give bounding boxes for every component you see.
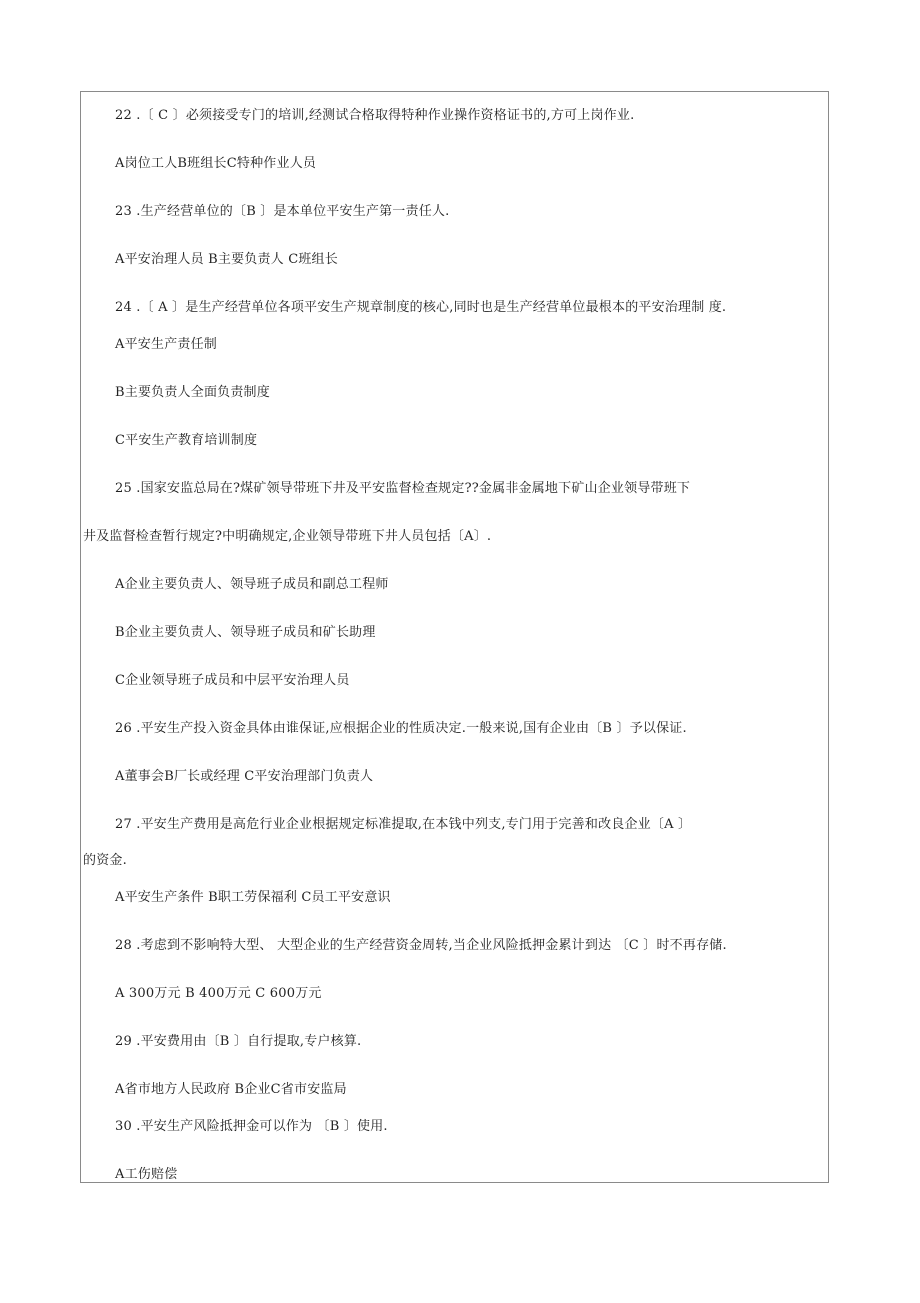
question-29-options: A省市地方人民政府 B企业C省市安监局 [115,1082,347,1097]
question-25-option-b: B企业主要负责人、领导班子成员和矿长助理 [115,625,376,640]
question-27-continued: 的资金. [83,853,127,868]
question-24-option-c: C平安生产教育培训制度 [115,433,258,448]
question-25-option-a: A企业主要负责人、领导班子成员和副总工程师 [115,577,389,592]
question-28-options: A 300万元 B 400万元 C 600万元 [115,986,322,1001]
question-27: 27 .平安生产费用是高危行业企业根据规定标准提取,在本钱中列支,专门用于完善和改良企业〔A 〕 [115,817,692,832]
question-25: 25 .国家安监总局在?煤矿领导带班下井及平安监督检查规定??金属非金属地下矿山企业领导带班下 [115,481,691,496]
question-26-options: A董事会B厂长或经理 C平安治理部门负责人 [115,769,374,784]
question-30-option-a: A工伤赔偿 [115,1167,178,1182]
question-25-option-c: C企业领导班子成员和中层平安治理人员 [115,673,350,688]
question-22-options: A岗位工人B班组长C特种作业人员 [115,156,317,171]
question-26: 26 .平安生产投入资金具体由谁保证,应根据企业的性质决定.一般来说,国有企业由〔B 〕予以保证. [115,721,687,736]
question-29: 29 .平安费用由〔B 〕自行提取,专户核算. [115,1034,362,1049]
question-23: 23 .生产经营单位的〔B 〕是本单位平安生产第一责任人. [115,204,450,219]
question-24-option-b: B主要负责人全面负责制度 [115,385,270,400]
question-24: 24 .〔 A 〕是生产经营单位各项平安生产规章制度的核心,同时也是生产经营单位最根本的平安治理制 度. [115,300,727,315]
question-30: 30 .平安生产风险抵押金可以作为 〔B 〕使用. [115,1119,388,1134]
question-24-option-a: A平安生产责任制 [115,337,217,352]
question-27-options: A平安生产条件 B职工劳保福利 C员工平安意识 [115,890,391,905]
question-23-options: A平安治理人员 B主要负责人 C班组长 [115,252,338,267]
question-28: 28 .考虑到不影响特大型、 大型企业的生产经营资金周转,当企业风险抵押金累计到达 〔C 〕时不再存储. [115,938,727,953]
question-22: 22 .〔 C 〕必须接受专门的培训,经测试合格取得特种作业操作资格证书的,方可上岗作业. [115,108,635,123]
question-25-continued: 井及监督检查暂行规定?中明确规定,企业领导带班下井人员包括〔A〕. [83,529,492,544]
